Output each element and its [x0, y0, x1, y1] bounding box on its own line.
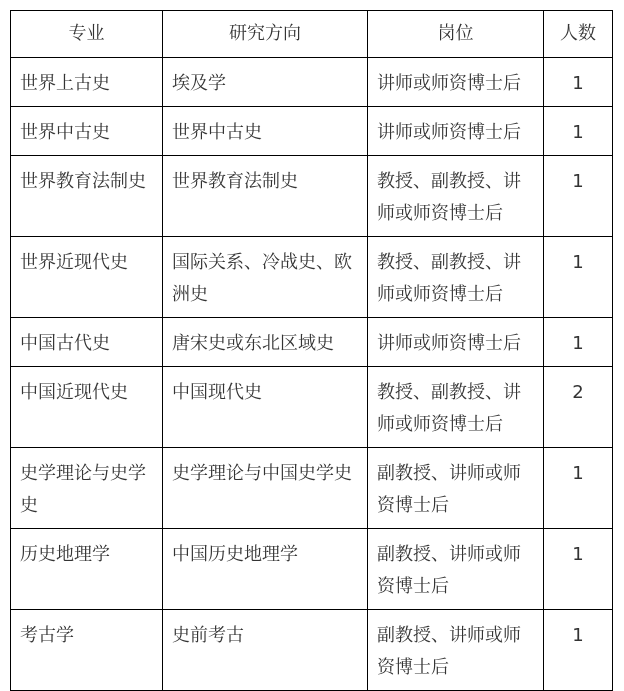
- header-count: 人数: [544, 11, 613, 58]
- major-cell: 历史地理学: [11, 529, 163, 610]
- position-cell: 讲师或师资博士后: [368, 58, 544, 107]
- direction-cell: 唐宋史或东北区域史: [163, 318, 368, 367]
- direction-cell: 埃及学: [163, 58, 368, 107]
- table-row: [11, 318, 613, 367]
- count-cell: 1: [544, 58, 613, 107]
- header-row: [11, 11, 613, 58]
- table-body: [11, 58, 613, 691]
- count-cell: 1: [544, 448, 613, 529]
- position-cell: 教授、副教授、讲师或师资博士后: [368, 237, 544, 318]
- major-cell: 世界近现代史: [11, 237, 163, 318]
- major-cell: 中国近现代史: [11, 367, 163, 448]
- direction-cell: 史前考古: [163, 610, 368, 691]
- position-cell: 讲师或师资博士后: [368, 107, 544, 156]
- count-cell: 1: [544, 529, 613, 610]
- count-cell: 2: [544, 367, 613, 448]
- direction-cell: 中国现代史: [163, 367, 368, 448]
- table-row: [11, 610, 613, 691]
- count-cell: 1: [544, 156, 613, 237]
- major-cell: 世界上古史: [11, 58, 163, 107]
- position-cell: 副教授、讲师或师资博士后: [368, 529, 544, 610]
- table-row: [11, 156, 613, 237]
- table-row: [11, 448, 613, 529]
- position-cell: 教授、副教授、讲师或师资博士后: [368, 156, 544, 237]
- table-header: [11, 11, 613, 58]
- major-cell: 考古学: [11, 610, 163, 691]
- count-cell: 1: [544, 318, 613, 367]
- position-cell: 讲师或师资博士后: [368, 318, 544, 367]
- table-row: [11, 58, 613, 107]
- header-direction: 研究方向: [163, 11, 368, 58]
- count-cell: 1: [544, 107, 613, 156]
- table-row: [11, 237, 613, 318]
- direction-cell: 国际关系、冷战史、欧洲史: [163, 237, 368, 318]
- position-cell: 教授、副教授、讲师或师资博士后: [368, 367, 544, 448]
- table-row: [11, 107, 613, 156]
- direction-cell: 中国历史地理学: [163, 529, 368, 610]
- count-cell: 1: [544, 237, 613, 318]
- major-cell: 世界中古史: [11, 107, 163, 156]
- recruitment-table: [10, 10, 613, 691]
- direction-cell: 世界中古史: [163, 107, 368, 156]
- header-position: 岗位: [368, 11, 544, 58]
- count-cell: 1: [544, 610, 613, 691]
- major-cell: 世界教育法制史: [11, 156, 163, 237]
- direction-cell: 史学理论与中国史学史: [163, 448, 368, 529]
- direction-cell: 世界教育法制史: [163, 156, 368, 237]
- table-row: [11, 529, 613, 610]
- position-cell: 副教授、讲师或师资博士后: [368, 610, 544, 691]
- header-major: 专业: [11, 11, 163, 58]
- major-cell: 史学理论与史学史: [11, 448, 163, 529]
- major-cell: 中国古代史: [11, 318, 163, 367]
- position-cell: 副教授、讲师或师资博士后: [368, 448, 544, 529]
- table-row: [11, 367, 613, 448]
